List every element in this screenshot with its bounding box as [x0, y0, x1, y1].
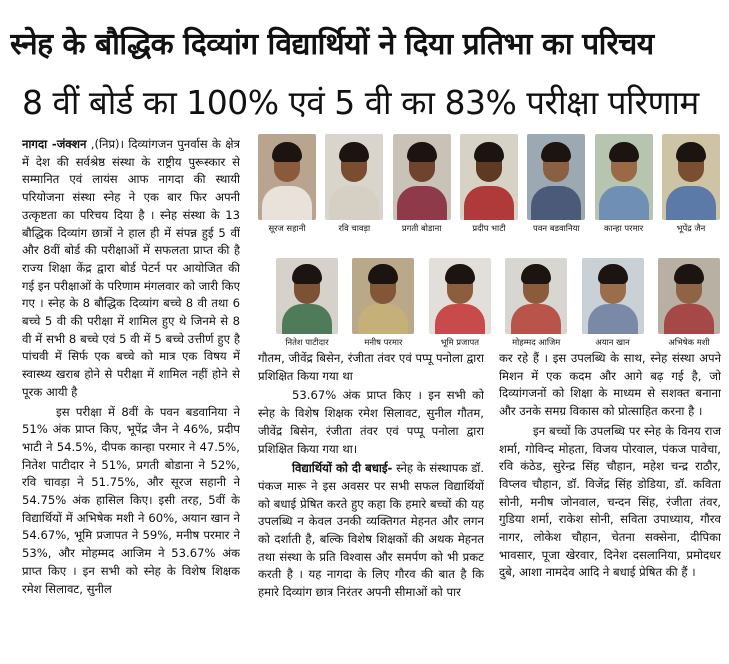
student-photo — [427, 258, 493, 348]
student-portrait — [460, 134, 518, 220]
column2-paragraph-1: गौतम, जीवेंद्र बिसेन, रंजीता तंवर एवं पप्पू पनोला द्वारा प्रशिक्षित किया गया था — [258, 351, 484, 383]
column1-paragraph-2: इस परीक्षा में 8वीं के पवन बडवानिया ने 51% अंक प्राप्त किए, भूपेंद्र जैन ने 46%, प्रदीप भाटी ने 54.5%, दीपक कान्हा परमार ने 47.5%, नितेश पाटीदार ने 51%, प्रगती बोडाना ने 52%, रवि चावड़ा ने 51.75%, और सूरज सहानी ने 54.75% अंक हासिल किए। इसी तरह, 5वीं के विद्यार्थियों में अभिषेक मशी ने 60%, अयान खान ने 54.67%, भूमि प्रजापत ने 59%, मनीष परमार ने 53%, और मोहम्मद आजिम ने 53.67% अंक प्राप्त किए । इन सभी को स्नेह के विशेष शिक्षक रमेश सिलावट, सुनील — [22, 404, 240, 596]
student-portrait — [582, 258, 644, 334]
headline: स्नेह के बौद्धिक दिव्यांग विद्यार्थियों ने दिया प्रतिभा का परिचय — [10, 27, 654, 62]
student-photo — [323, 134, 385, 234]
photo-caption: भूपेंद्र जैन — [676, 223, 706, 233]
photo-caption: अयान खान — [595, 337, 630, 347]
student-photo — [256, 134, 318, 234]
student-photo — [274, 258, 340, 348]
student-portrait — [505, 258, 567, 334]
photo-caption: सूरज सहानी — [268, 223, 306, 233]
student-photo — [525, 134, 587, 234]
column3-paragraph-2: इन बच्चों कि उपलब्धि पर स्नेह के विनय राज शर्मा, गोविन्द मोहता, विजय पोरवाल, पंकज पावेचा, रवि कंठेड, सुरेन्द्र सिंह चौहान, महेश चन्द्र राठौर, विप्लव चौहान, डॉ. विजेंद्र सिंह डोडिया, डॉ. कविता सोनी, मनीष जोनवाल, चन्दन सिंह, रंजीता तंवर, गुडिया शर्मा, राकेश सोनी, सविता उपाध्याय, गौरव नागर, लोकेश चौहान, चेतना सक्सेना, दीपिका भावसार, पूजा खेरवार, दिनेश दसलानिया, प्रमोदधर दुबे, आशा नामदेव आदि ने बधाई प्रेषित की हैं । — [499, 423, 721, 580]
student-photo — [458, 134, 520, 234]
article-column-2 — [258, 350, 484, 664]
photo-caption: प्रदीप भाटी — [472, 223, 506, 233]
column2-paragraph-2: 53.67% अंक प्राप्त किए । इन सभी को स्नेह के विशेष शिक्षक रमेश सिलावट, सुनील गौतम, जीवेंद्र बिसेन, रंजीता तंवर एवं पप्पू पनोला द्वारा प्रशिक्षित किया गया था। — [258, 388, 484, 456]
student-photo — [656, 258, 722, 348]
column3-paragraph-1: कर रहे हैं । इस उपलब्धि के साथ, स्नेह संस्था अपने मिशन में एक कदम और आगे बढ़ गई है, जो दिव्यांगजनों को शिक्षा के माध्यम से सशक्त बनाना और उनके समग्र विकास को प्रोत्साहित करना है । — [499, 351, 721, 419]
student-portrait — [352, 258, 414, 334]
column2-paragraph-3 — [258, 460, 484, 602]
section-subheading: विद्यार्थियों को दी बधाई- — [292, 461, 393, 476]
column1-text-1: दिव्यांगजन पुनर्वास के क्षेत्र में देश की सर्वश्रेष्ठ संस्था के राष्ट्रीय पुरूस्कार से सम्मानित एवं लायंस आफ नागदा की स्थायी परियोजना संस्था स्नेह ने एक बार फिर अपनी उत्कृष्टता का परिचय दिया है । स्नेह संस्था के 13 बौद्धिक दिव्यांग छात्रों ने हाल ही में संपन्न हुई 5 वीं और 8वीं बोर्ड की परीक्षाओं में सफलता प्राप्त की है राज्य शिक्षा केंद्र द्वारा बोर्ड पेटर्न पर आयोजित की गई इन परीक्षाओं के परिणाम मंगलवार को जारी किए गए । स्नेह के 8 बौद्धिक दिव्यांग बच्चे 8 वी तथा 6 बच्चे 5 वी की परीक्षा में शामिल हुए थे जिनमे से 8 वी में सभी 8 बच्चे एवं 5 वी में 5 बच्चे उत्तीर्ण हुए है पांचवी में सिर्फ एक बच्चे को मात्र एक विषय में स्वास्थ्य खराब होने से परीक्षा में शामिल नहीं होने से पूरक आयी है — [22, 137, 240, 399]
photo-row-2 — [256, 258, 722, 348]
dateline: नागदा -जंक्शन — [22, 137, 87, 151]
article-column-3 — [499, 350, 721, 664]
student-portrait — [258, 134, 316, 220]
student-portrait — [595, 134, 653, 220]
student-portrait — [662, 134, 720, 220]
photo-caption: अभिषेक मशी — [668, 337, 710, 347]
student-portrait — [429, 258, 491, 334]
photo-caption: प्रगती बोडाना — [401, 223, 442, 233]
student-photos — [256, 134, 722, 348]
student-portrait — [527, 134, 585, 220]
photo-caption: कान्हा परमार — [604, 223, 644, 233]
agency-credit: ,(निप्र)। — [86, 137, 129, 151]
photo-caption: मनीष परमार — [364, 337, 403, 347]
photo-caption: नितेश पाटीदार — [285, 337, 329, 347]
photo-caption: पवन बडवानिया — [532, 223, 580, 233]
student-portrait — [393, 134, 451, 220]
article-column-1 — [22, 136, 240, 664]
student-photo — [660, 134, 722, 234]
column1-paragraph-1 — [22, 136, 240, 402]
column2-text-3: स्नेह के संस्थापक डॉ. पंकज मारू ने इस अवसर पर सभी सफल विद्यार्थियों को बधाई प्रेषित करते हुए कहा कि हमारे बच्चों की यह उपलब्धि न केवल उनकी व्यक्तिगत मेहनत और लगन को दर्शाती है, बल्कि विशेष शिक्षकों की अथक मेहनत तथा संस्था के प्रति विश्वास और समर्पण को भी प्रकट करती है । यह नागदा के लिए गौरव की बात है कि हमारे दिव्यांग छात्र निरंतर अपनी सीमाओं को पार — [258, 461, 484, 600]
photo-caption: मोहम्मद आजिम — [512, 337, 561, 347]
student-photo — [350, 258, 416, 348]
student-portrait — [658, 258, 720, 334]
student-portrait — [276, 258, 338, 334]
student-photo — [580, 258, 646, 348]
student-photo — [391, 134, 453, 234]
student-portrait — [325, 134, 383, 220]
subheadline: 8 वीं बोर्ड का 100% एवं 5 वी का 83% परीक्षा परिणाम — [22, 83, 699, 122]
student-photo — [593, 134, 655, 234]
photo-caption: भूमि प्रजापत — [440, 337, 479, 347]
photo-caption: रवि चावड़ा — [338, 223, 371, 233]
photo-row-1 — [256, 134, 722, 234]
student-photo — [503, 258, 569, 348]
